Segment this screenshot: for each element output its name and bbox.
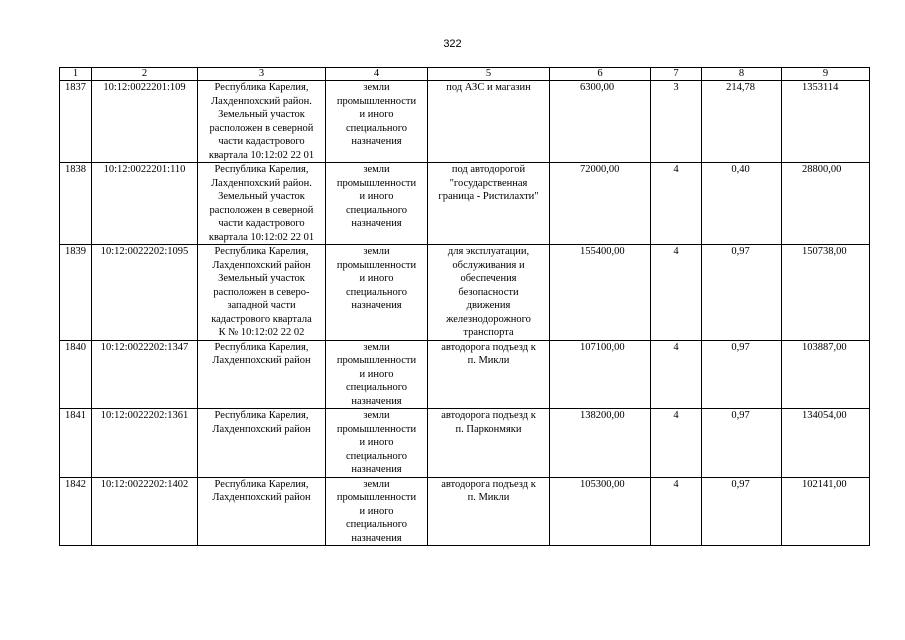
cadastral-number-cell: 10:12:0022201:109: [92, 81, 198, 163]
land-category-cell: [326, 409, 428, 478]
table-row: [60, 81, 870, 163]
cell-line: под АЗС и магазин: [446, 82, 531, 93]
cell-line: Республика Карелия,: [214, 246, 309, 257]
cell-line: промышленности: [336, 423, 417, 435]
column-9-cell: 103887,00: [782, 340, 870, 409]
cell-line: промышленности: [336, 95, 417, 107]
cell-line: п. Микли: [467, 355, 510, 366]
cell-line: специального: [345, 382, 408, 393]
cell-line: специального: [345, 519, 408, 530]
land-category-cell: [326, 163, 428, 245]
cell-line: автодорога подъезд к: [441, 341, 536, 353]
cell-line: назначения: [351, 395, 402, 407]
cell-line: части кадастрового: [218, 218, 305, 229]
cell-line: Лахденпохский район.: [211, 95, 312, 107]
table-row: [60, 245, 870, 341]
permitted-use-cell: [428, 163, 550, 245]
row-number-cell: 1842: [60, 477, 92, 546]
cell-line: железнодорожного: [446, 313, 531, 325]
cell-line: кадастрового квартала: [211, 313, 312, 325]
cell-line: и иного: [359, 109, 394, 120]
cell-line: назначения: [351, 300, 402, 311]
column-header: 2: [92, 68, 198, 81]
cell-line: Республика Карелия,: [214, 341, 309, 353]
cell-line: назначения: [351, 218, 402, 229]
location-cell: [198, 81, 326, 163]
row-number-cell: 1838: [60, 163, 92, 245]
cell-line: расположен в северной: [209, 204, 314, 216]
land-plots-table: [59, 67, 870, 546]
row-number-cell: 1840: [60, 340, 92, 409]
cell-line: и иного: [359, 505, 394, 517]
column-7-cell: 4: [651, 245, 702, 341]
row-number-cell: 1837: [60, 81, 92, 163]
column-7-cell: 4: [651, 340, 702, 409]
cell-line: Лахденпохский район.: [211, 177, 312, 189]
cell-line: расположен в северо-: [213, 286, 310, 298]
cell-line: назначения: [351, 464, 402, 475]
location-cell: [198, 409, 326, 478]
table-row: [60, 409, 870, 478]
column-9-cell: 134054,00: [782, 409, 870, 478]
cell-line: квартала 10:12:02 22 01: [208, 231, 315, 243]
area-cell: 6300,00: [550, 81, 651, 163]
cell-line: части кадастрового: [218, 136, 305, 147]
cell-line: К № 10:12:02 22 02: [218, 327, 305, 338]
cell-line: Лахденпохский район: [212, 492, 311, 503]
column-8-cell: 0,97: [702, 245, 782, 341]
cell-line: движения: [466, 300, 511, 311]
column-8-cell: 214,78: [702, 81, 782, 163]
area-cell: 138200,00: [550, 409, 651, 478]
cell-line: западной части: [227, 300, 296, 311]
cell-line: Республика Карелия,: [214, 410, 309, 421]
permitted-use-cell: [428, 340, 550, 409]
cell-line: п. Парконмяки: [455, 423, 522, 435]
column-header: 6: [550, 68, 651, 81]
column-header: 7: [651, 68, 702, 81]
cadastral-number-cell: 10:12:0022202:1361: [92, 409, 198, 478]
page-number: 322: [443, 38, 462, 50]
permitted-use-cell: [428, 409, 550, 478]
table-row: [60, 163, 870, 245]
cell-line: специального: [345, 286, 408, 298]
cell-line: Республика Карелия,: [214, 478, 309, 490]
column-8-cell: 0,97: [702, 477, 782, 546]
cell-line: Лахденпохский район: [212, 355, 311, 366]
cell-line: "государственная: [449, 177, 528, 189]
cell-line: обеспечения: [460, 273, 517, 284]
cell-line: земли: [363, 341, 390, 353]
column-9-cell: 102141,00: [782, 477, 870, 546]
cell-line: Земельный участок: [218, 109, 305, 120]
cell-line: земли: [363, 478, 390, 490]
cell-line: Республика Карелия,: [214, 82, 309, 93]
cell-line: промышленности: [336, 259, 417, 271]
column-header: 3: [198, 68, 326, 81]
cell-line: земли: [363, 410, 390, 421]
column-8-cell: 0,40: [702, 163, 782, 245]
cell-line: Земельный участок: [218, 273, 305, 284]
cell-line: квартала 10:12:02 22 01: [208, 149, 315, 161]
cell-line: промышленности: [336, 355, 417, 366]
location-cell: [198, 340, 326, 409]
cell-line: обслуживания и: [452, 259, 525, 271]
cell-line: Земельный участок: [218, 191, 305, 202]
cell-line: для эксплуатации,: [447, 246, 530, 257]
column-header: 9: [782, 68, 870, 81]
cell-line: назначения: [351, 532, 402, 544]
row-number-cell: 1841: [60, 409, 92, 478]
permitted-use-cell: [428, 245, 550, 341]
cell-line: автодорога подъезд к: [441, 410, 536, 421]
column-9-cell: 1353114: [782, 81, 870, 163]
cell-line: промышленности: [336, 492, 417, 503]
cell-line: граница - Ристилахти": [438, 191, 539, 202]
column-header: 4: [326, 68, 428, 81]
cell-line: безопасности: [458, 286, 519, 298]
row-number-cell: 1839: [60, 245, 92, 341]
permitted-use-cell: [428, 477, 550, 546]
cell-line: Лахденпохский район: [212, 423, 311, 435]
cell-line: Республика Карелия,: [214, 164, 309, 175]
column-7-cell: 4: [651, 477, 702, 546]
cell-line: назначения: [351, 136, 402, 147]
land-category-cell: [326, 245, 428, 341]
column-header: 8: [702, 68, 782, 81]
cell-line: и иного: [359, 273, 394, 284]
column-8-cell: 0,97: [702, 340, 782, 409]
column-8-cell: 0,97: [702, 409, 782, 478]
area-cell: 72000,00: [550, 163, 651, 245]
land-category-cell: [326, 340, 428, 409]
cadastral-number-cell: 10:12:0022202:1095: [92, 245, 198, 341]
table-row: [60, 340, 870, 409]
cell-line: специального: [345, 450, 408, 462]
table-header-row: [60, 68, 870, 81]
cell-line: специального: [345, 204, 408, 216]
cell-line: земли: [363, 82, 390, 93]
land-category-cell: [326, 477, 428, 546]
column-7-cell: 3: [651, 81, 702, 163]
cadastral-number-cell: 10:12:0022202:1402: [92, 477, 198, 546]
cadastral-number-cell: 10:12:0022202:1347: [92, 340, 198, 409]
cell-line: Лахденпохский район: [212, 259, 311, 271]
cell-line: и иного: [359, 368, 394, 380]
column-header: 1: [60, 68, 92, 81]
land-category-cell: [326, 81, 428, 163]
column-9-cell: 28800,00: [782, 163, 870, 245]
cell-line: промышленности: [336, 177, 417, 189]
table-row: [60, 477, 870, 546]
cell-line: п. Микли: [467, 492, 510, 503]
cell-line: и иного: [359, 191, 394, 202]
area-cell: 155400,00: [550, 245, 651, 341]
column-9-cell: 150738,00: [782, 245, 870, 341]
location-cell: [198, 163, 326, 245]
column-7-cell: 4: [651, 409, 702, 478]
cell-line: земли: [363, 246, 390, 257]
column-7-cell: 4: [651, 163, 702, 245]
location-cell: [198, 477, 326, 546]
permitted-use-cell: [428, 81, 550, 163]
cell-line: и иного: [359, 437, 394, 448]
cell-line: расположен в северной: [209, 122, 314, 134]
location-cell: [198, 245, 326, 341]
cadastral-number-cell: 10:12:0022201:110: [92, 163, 198, 245]
cell-line: под автодорогой: [451, 164, 526, 175]
area-cell: 107100,00: [550, 340, 651, 409]
cell-line: автодорога подъезд к: [441, 478, 536, 490]
cell-line: транспорта: [463, 327, 514, 338]
column-header: 5: [428, 68, 550, 81]
cell-line: специального: [345, 122, 408, 134]
area-cell: 105300,00: [550, 477, 651, 546]
cell-line: земли: [363, 164, 390, 175]
